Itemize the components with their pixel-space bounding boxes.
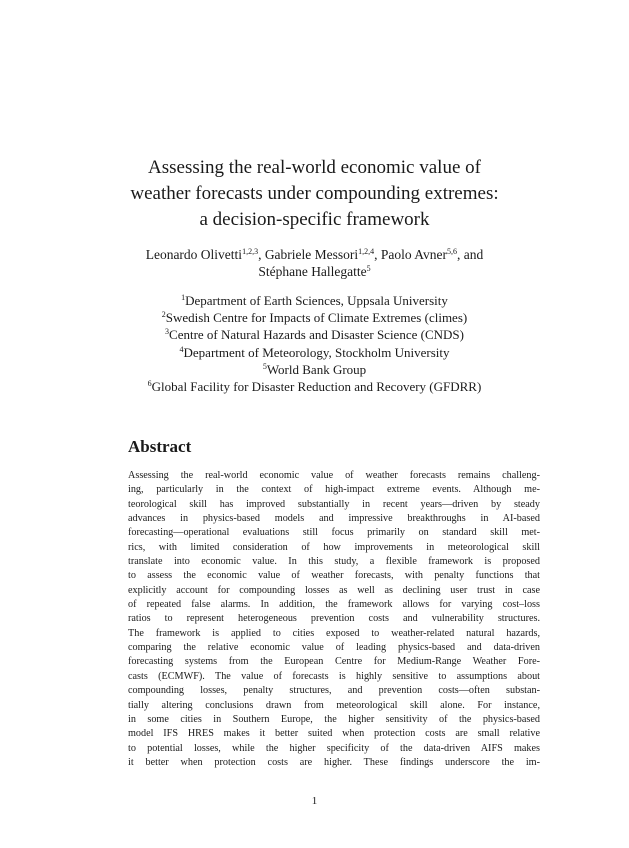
affiliation-number: 1 (181, 293, 186, 302)
abstract-heading: Abstract (128, 437, 192, 456)
abstract-line: forecasting systems from the European Centre for Medium-Range Weather Fore- (128, 656, 540, 668)
affiliation (90, 378, 539, 395)
affiliation-number: 4 (179, 344, 184, 354)
abstract-line: to potential losses, while the higher specificity of the data-driven AIFS makes (128, 742, 540, 754)
affiliation-number: 5 (262, 361, 267, 371)
affiliation (90, 309, 539, 326)
abstract-line: forecasting—operational evaluations still focus primarily on standard skill met- (128, 527, 540, 539)
author-name: Paolo Avner (380, 247, 448, 262)
abstract-line: explicitly account for compounding losses as well as declining user trust in case (128, 584, 540, 596)
author-separator: , (374, 247, 381, 262)
affiliation-number: 2 (161, 310, 166, 320)
affiliation-text: Swedish Centre for Impacts of Climate Extremes (climes) (165, 310, 468, 326)
abstract-line: translate into economic value. In this study, a flexible framework is proposed (128, 556, 540, 568)
abstract-body (128, 469, 540, 770)
affiliation (90, 344, 539, 361)
author-affil-marker: 1,2,3 (242, 247, 259, 256)
abstract-line: Assessing the real-world economic value of weather forecasts remains challeng- (128, 470, 540, 481)
affiliation-number: 3 (165, 327, 170, 337)
author-name: Gabriele Messori (264, 247, 359, 262)
affiliation-text: Global Facility for Disaster Reduction and Recovery (GFDRR) (151, 379, 482, 395)
author-separator: , (258, 247, 265, 262)
abstract-line: teorological skill has improved substantially in recent years—driven by steady (128, 498, 540, 510)
affiliation (90, 292, 539, 309)
paper-title (90, 155, 539, 233)
affiliation (90, 326, 539, 343)
title-line: a decision-specific framework (199, 209, 430, 230)
affiliation-number: 6 (147, 379, 152, 389)
title-line: weather forecasts under compounding extremes: (130, 183, 499, 204)
abstract-line: ratios to represent heterogeneous prevention costs and vulnerability structures. (128, 613, 540, 625)
author-name: Stéphane Hallegatte (258, 264, 367, 279)
author-affil-marker: 5 (366, 264, 371, 273)
abstract-line: casts (ECMWF). The value of forecasts is highly sensitive to assumptions about (128, 670, 540, 682)
abstract-line: to assess the economic value of weather forecasts, with penalty functions that (128, 570, 540, 582)
abstract-line: of repeated false alarms. In addition, the framework allows for varying cost–loss (128, 599, 540, 611)
title-line: Assessing the real-world economic value of (148, 157, 481, 178)
affiliation-text: World Bank Group (266, 361, 367, 377)
affiliation-text: Department of Earth Sciences, Uppsala University (185, 293, 448, 308)
author-affil-marker: 1,2,4 (358, 247, 375, 256)
author-name: Leonardo Olivetti (145, 247, 243, 262)
abstract-line: model IFS HRES makes it better suited when protection costs are small relative (128, 728, 540, 740)
author-separator: , and (457, 247, 484, 262)
affiliation-text: Department of Meteorology, Stockholm University (183, 344, 450, 360)
author-line (90, 263, 539, 280)
abstract-line: The framework is applied to cities exposed to weather-related natural hazards, (128, 627, 540, 639)
abstract-line: it better when protection costs are higher. These findings underscore the im- (128, 756, 540, 768)
abstract-line: in some cities in Southern Europe, the higher sensitivity of the physics-based (128, 713, 540, 725)
author-line (90, 246, 539, 263)
abstract-line: tially altering conclusions drawn from meteorological skill alone. For instance, (128, 699, 540, 711)
abstract-line: ing, particularly in the context of high-impact extreme events. Although me- (128, 484, 540, 496)
abstract-line: comparing the relative economic value of leading physics-based and data-driven (128, 642, 540, 654)
affiliation-text: Centre of Natural Hazards and Disaster Science (CNDS) (169, 327, 464, 343)
author-affil-marker: 5,6 (447, 247, 458, 256)
page-number: 1 (311, 795, 318, 807)
author-list (90, 246, 539, 280)
affiliation-list (90, 292, 539, 395)
affiliation (90, 361, 539, 378)
abstract-line: rics, with limited consideration of how improvements in meteorological skill (128, 541, 540, 553)
abstract-line: compounding losses, penalty structures, and prevention costs—often substan- (128, 685, 540, 697)
abstract-line: advances in physics-based models and impressive breakthroughs in AI-based (128, 513, 540, 525)
